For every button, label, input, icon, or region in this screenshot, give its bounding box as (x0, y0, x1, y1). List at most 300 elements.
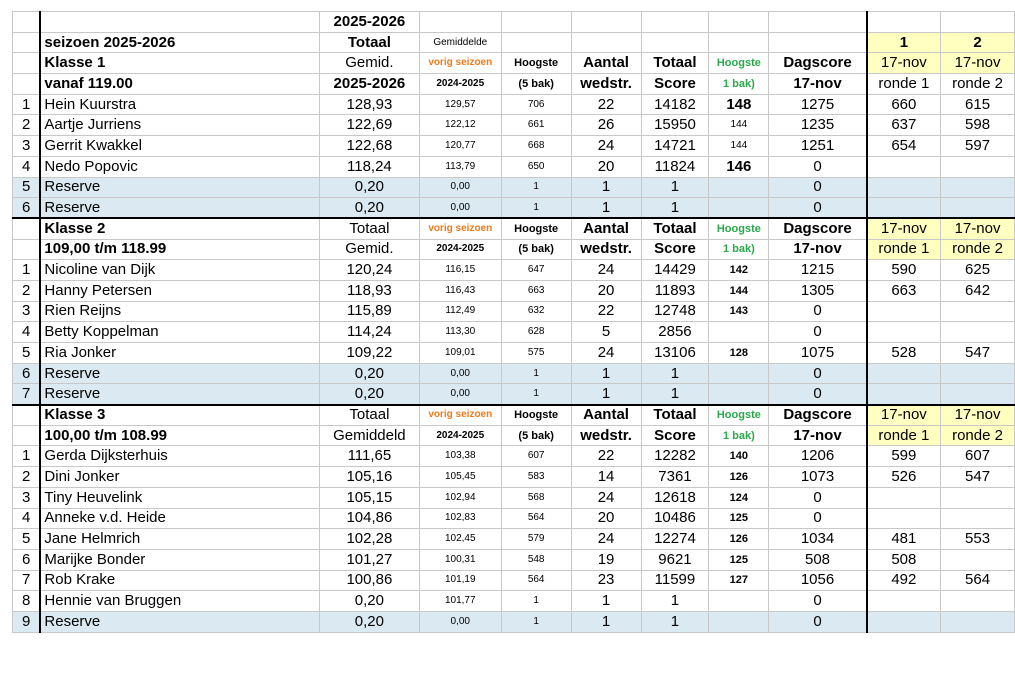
cell-col-6: Score (641, 239, 709, 260)
cell-col-1: Nedo Popovic (40, 156, 319, 177)
cell-col-0 (13, 74, 41, 95)
cell-col-8: 1275 (769, 94, 867, 115)
cell-col-3: 0,00 (419, 198, 501, 219)
cell-col-2: 0,20 (319, 384, 419, 405)
cell-col-6: 1 (641, 198, 709, 219)
cell-col-3: 116,15 (419, 260, 501, 281)
cell-col-9 (867, 198, 941, 219)
player-row (13, 508, 1015, 529)
cell-col-5 (571, 12, 641, 33)
cell-col-10 (941, 384, 1015, 405)
cell-col-5: 24 (571, 343, 641, 364)
cell-col-5: 19 (571, 549, 641, 570)
cell-col-7 (709, 177, 769, 198)
cell-col-2: 101,27 (319, 549, 419, 570)
cell-col-7: 128 (709, 343, 769, 364)
cell-col-10: 607 (941, 446, 1015, 467)
cell-col-9 (867, 12, 941, 33)
ranking-table-body (13, 12, 1015, 633)
cell-col-3: 102,45 (419, 529, 501, 550)
cell-col-2: 109,22 (319, 343, 419, 364)
cell-col-10 (941, 12, 1015, 33)
cell-col-6: 12282 (641, 446, 709, 467)
cell-col-9 (867, 301, 941, 322)
cell-col-3: 2024-2025 (419, 74, 501, 95)
cell-col-3: 100,31 (419, 549, 501, 570)
cell-col-10: 17-nov (941, 405, 1015, 426)
cell-col-3: 102,83 (419, 508, 501, 529)
cell-col-2: Gemiddeld (319, 425, 419, 446)
cell-col-5: 24 (571, 529, 641, 550)
cell-col-6: 9621 (641, 549, 709, 570)
cell-col-4: 607 (501, 446, 571, 467)
cell-col-10 (941, 363, 1015, 384)
cell-col-7: 125 (709, 508, 769, 529)
ranking-table (12, 11, 1015, 633)
cell-col-0: 7 (13, 570, 41, 591)
header-row-4 (13, 74, 1015, 95)
cell-col-9 (867, 591, 941, 612)
player-row (13, 487, 1015, 508)
cell-col-3: 101,19 (419, 570, 501, 591)
cell-col-4: 650 (501, 156, 571, 177)
cell-col-1: Reserve (40, 198, 319, 219)
cell-col-7 (709, 322, 769, 343)
cell-col-8: 1034 (769, 529, 867, 550)
cell-col-4 (501, 12, 571, 33)
cell-col-1: Tiny Heuvelink (40, 487, 319, 508)
player-row (13, 529, 1015, 550)
cell-col-7: 144 (709, 115, 769, 136)
cell-col-4: Hoogste (501, 53, 571, 74)
cell-col-8 (769, 32, 867, 53)
cell-col-5: 5 (571, 322, 641, 343)
cell-col-5: 1 (571, 177, 641, 198)
cell-col-2: Gemid. (319, 53, 419, 74)
player-row (13, 94, 1015, 115)
cell-col-10 (941, 549, 1015, 570)
cell-col-8: 0 (769, 177, 867, 198)
cell-col-2: 111,65 (319, 446, 419, 467)
cell-col-5: wedstr. (571, 239, 641, 260)
cell-col-4: 647 (501, 260, 571, 281)
cell-col-1: vanaf 119.00 (40, 74, 319, 95)
cell-col-6: 1 (641, 611, 709, 632)
cell-col-0: 3 (13, 136, 41, 157)
player-row (13, 363, 1015, 384)
cell-col-0: 6 (13, 198, 41, 219)
cell-col-9 (867, 611, 941, 632)
cell-col-4: 575 (501, 343, 571, 364)
cell-col-4: 663 (501, 280, 571, 301)
cell-col-5: 22 (571, 94, 641, 115)
cell-col-5: wedstr. (571, 425, 641, 446)
cell-col-8: Dagscore (769, 218, 867, 239)
cell-col-10: 17-nov (941, 218, 1015, 239)
player-row (13, 156, 1015, 177)
cell-col-1: 100,00 t/m 108.99 (40, 425, 319, 446)
cell-col-1: Reserve (40, 611, 319, 632)
cell-col-3: 103,38 (419, 446, 501, 467)
cell-col-9: ronde 1 (867, 74, 941, 95)
cell-col-4: 628 (501, 322, 571, 343)
cell-col-7: 144 (709, 280, 769, 301)
cell-col-9: 1 (867, 32, 941, 53)
cell-col-4: 1 (501, 384, 571, 405)
cell-col-9: ronde 1 (867, 425, 941, 446)
cell-col-3: 109,01 (419, 343, 501, 364)
cell-col-5: 1 (571, 363, 641, 384)
cell-col-7: 1 bak) (709, 239, 769, 260)
cell-col-8: 0 (769, 611, 867, 632)
cell-col-2: 2025-2026 (319, 12, 419, 33)
cell-col-2: 115,89 (319, 301, 419, 322)
cell-col-8: 0 (769, 301, 867, 322)
cell-col-10 (941, 611, 1015, 632)
cell-col-10: 564 (941, 570, 1015, 591)
cell-col-8: 0 (769, 487, 867, 508)
cell-col-6: 13106 (641, 343, 709, 364)
cell-col-10: 597 (941, 136, 1015, 157)
cell-col-2: Totaal (319, 32, 419, 53)
cell-col-4: 668 (501, 136, 571, 157)
cell-col-7: 1 bak) (709, 74, 769, 95)
cell-col-10: 625 (941, 260, 1015, 281)
cell-col-4: 564 (501, 570, 571, 591)
cell-col-8: 0 (769, 591, 867, 612)
cell-col-4: 1 (501, 611, 571, 632)
cell-col-10: 17-nov (941, 53, 1015, 74)
cell-col-7: 125 (709, 549, 769, 570)
cell-col-9: ronde 1 (867, 239, 941, 260)
cell-col-8: 1206 (769, 446, 867, 467)
cell-col-10 (941, 156, 1015, 177)
cell-col-5: 1 (571, 198, 641, 219)
cell-col-1: Hein Kuurstra (40, 94, 319, 115)
cell-col-10: ronde 2 (941, 425, 1015, 446)
cell-col-0: 8 (13, 591, 41, 612)
cell-col-3: 105,45 (419, 467, 501, 488)
cell-col-1: 109,00 t/m 118.99 (40, 239, 319, 260)
cell-col-1 (40, 12, 319, 33)
cell-col-3: 112,49 (419, 301, 501, 322)
player-row (13, 322, 1015, 343)
cell-col-2: 105,15 (319, 487, 419, 508)
cell-col-10: 553 (941, 529, 1015, 550)
cell-col-7 (709, 591, 769, 612)
cell-col-5: 24 (571, 260, 641, 281)
cell-col-2: 118,24 (319, 156, 419, 177)
cell-col-1: Gerda Dijksterhuis (40, 446, 319, 467)
cell-col-7 (709, 198, 769, 219)
player-row (13, 301, 1015, 322)
player-row (13, 115, 1015, 136)
cell-col-3: 101,77 (419, 591, 501, 612)
cell-col-3: 113,30 (419, 322, 501, 343)
cell-col-9: 637 (867, 115, 941, 136)
cell-col-8: 0 (769, 322, 867, 343)
cell-col-0 (13, 239, 41, 260)
cell-col-2: Totaal (319, 405, 419, 426)
cell-col-10: 547 (941, 467, 1015, 488)
cell-col-0: 2 (13, 467, 41, 488)
cell-col-1: Rob Krake (40, 570, 319, 591)
cell-col-5 (571, 32, 641, 53)
cell-col-10: ronde 2 (941, 239, 1015, 260)
cell-col-0: 1 (13, 446, 41, 467)
cell-col-4: Hoogste (501, 405, 571, 426)
cell-col-3: 0,00 (419, 363, 501, 384)
player-row (13, 343, 1015, 364)
cell-col-6: 14721 (641, 136, 709, 157)
player-row (13, 280, 1015, 301)
cell-col-2: 0,20 (319, 363, 419, 384)
cell-col-1: Klasse 1 (40, 53, 319, 74)
player-row (13, 136, 1015, 157)
cell-col-7: 148 (709, 94, 769, 115)
cell-col-3: 129,57 (419, 94, 501, 115)
cell-col-6: 1 (641, 384, 709, 405)
cell-col-4: 1 (501, 177, 571, 198)
cell-col-5: wedstr. (571, 74, 641, 95)
cell-col-9 (867, 487, 941, 508)
cell-col-3: vorig seizoen (419, 405, 501, 426)
cell-col-9: 17-nov (867, 53, 941, 74)
cell-col-1: Aartje Jurriens (40, 115, 319, 136)
cell-col-5: 22 (571, 301, 641, 322)
cell-col-1: seizoen 2025-2026 (40, 32, 319, 53)
player-row (13, 467, 1015, 488)
cell-col-8 (769, 12, 867, 33)
cell-col-1: Reserve (40, 384, 319, 405)
cell-col-1: Reserve (40, 363, 319, 384)
cell-col-5: 20 (571, 508, 641, 529)
cell-col-2: 0,20 (319, 591, 419, 612)
cell-col-6: 14429 (641, 260, 709, 281)
cell-col-10: 615 (941, 94, 1015, 115)
cell-col-8: 508 (769, 549, 867, 570)
cell-col-10 (941, 322, 1015, 343)
cell-col-4: 661 (501, 115, 571, 136)
cell-col-8: 1305 (769, 280, 867, 301)
cell-col-5: 26 (571, 115, 641, 136)
cell-col-2: Totaal (319, 218, 419, 239)
cell-col-9 (867, 508, 941, 529)
cell-col-2: 122,69 (319, 115, 419, 136)
cell-col-0: 6 (13, 549, 41, 570)
cell-col-6: 2856 (641, 322, 709, 343)
cell-col-8: 1251 (769, 136, 867, 157)
cell-col-0 (13, 425, 41, 446)
cell-col-6: Totaal (641, 53, 709, 74)
cell-col-1: Anneke v.d. Heide (40, 508, 319, 529)
cell-col-2: 102,28 (319, 529, 419, 550)
cell-col-3: 2024-2025 (419, 239, 501, 260)
cell-col-4: 706 (501, 94, 571, 115)
cell-col-1: Gerrit Kwakkel (40, 136, 319, 157)
cell-col-1: Rien Reijns (40, 301, 319, 322)
cell-col-8: 1215 (769, 260, 867, 281)
cell-col-1: Marijke Bonder (40, 549, 319, 570)
cell-col-3: 0,00 (419, 177, 501, 198)
cell-col-9: 508 (867, 549, 941, 570)
cell-col-2: 120,24 (319, 260, 419, 281)
cell-col-7: 126 (709, 467, 769, 488)
cell-col-6: Score (641, 425, 709, 446)
cell-col-0 (13, 32, 41, 53)
cell-col-7: Hoogste (709, 218, 769, 239)
klasse3-header-row-2 (13, 425, 1015, 446)
cell-col-9: 492 (867, 570, 941, 591)
cell-col-9: 17-nov (867, 218, 941, 239)
cell-col-5: 20 (571, 280, 641, 301)
cell-col-5: Aantal (571, 53, 641, 74)
cell-col-1: Hennie van Bruggen (40, 591, 319, 612)
cell-col-2: 100,86 (319, 570, 419, 591)
cell-col-7: 142 (709, 260, 769, 281)
cell-col-0: 9 (13, 611, 41, 632)
cell-col-9: 17-nov (867, 405, 941, 426)
cell-col-8: 0 (769, 384, 867, 405)
cell-col-5: 1 (571, 384, 641, 405)
cell-col-4: 548 (501, 549, 571, 570)
cell-col-10: ronde 2 (941, 74, 1015, 95)
cell-col-7: 127 (709, 570, 769, 591)
cell-col-8: 17-nov (769, 74, 867, 95)
cell-col-10 (941, 487, 1015, 508)
cell-col-7 (709, 611, 769, 632)
cell-col-6: 7361 (641, 467, 709, 488)
cell-col-7: 143 (709, 301, 769, 322)
cell-col-3: 113,79 (419, 156, 501, 177)
cell-col-0 (13, 218, 41, 239)
cell-col-9 (867, 363, 941, 384)
cell-col-2: 118,93 (319, 280, 419, 301)
cell-col-5: 1 (571, 611, 641, 632)
cell-col-10 (941, 177, 1015, 198)
cell-col-6: Score (641, 74, 709, 95)
cell-col-10: 598 (941, 115, 1015, 136)
cell-col-0: 7 (13, 384, 41, 405)
cell-col-6: 11599 (641, 570, 709, 591)
cell-col-3: 102,94 (419, 487, 501, 508)
cell-col-5: 24 (571, 487, 641, 508)
cell-col-0 (13, 53, 41, 74)
cell-col-3: 120,77 (419, 136, 501, 157)
cell-col-0: 2 (13, 115, 41, 136)
cell-col-2: 0,20 (319, 611, 419, 632)
cell-col-8: 1235 (769, 115, 867, 136)
cell-col-6: 11893 (641, 280, 709, 301)
cell-col-7 (709, 32, 769, 53)
player-row (13, 198, 1015, 219)
cell-col-3: vorig seizoen (419, 218, 501, 239)
cell-col-4: (5 bak) (501, 74, 571, 95)
cell-col-2: 128,93 (319, 94, 419, 115)
cell-col-4: (5 bak) (501, 239, 571, 260)
cell-col-9 (867, 177, 941, 198)
cell-col-6: 10486 (641, 508, 709, 529)
cell-col-4: 1 (501, 591, 571, 612)
cell-col-5: Aantal (571, 218, 641, 239)
cell-col-1: Betty Koppelman (40, 322, 319, 343)
cell-col-7: 144 (709, 136, 769, 157)
cell-col-2: 0,20 (319, 198, 419, 219)
cell-col-9: 599 (867, 446, 941, 467)
cell-col-6: 12748 (641, 301, 709, 322)
player-row (13, 570, 1015, 591)
cell-col-0 (13, 405, 41, 426)
cell-col-6: 14182 (641, 94, 709, 115)
cell-col-1: Jane Helmrich (40, 529, 319, 550)
cell-col-7 (709, 384, 769, 405)
cell-col-9: 526 (867, 467, 941, 488)
cell-col-0: 6 (13, 363, 41, 384)
cell-col-2: 0,20 (319, 177, 419, 198)
cell-col-4: 568 (501, 487, 571, 508)
cell-col-0: 5 (13, 177, 41, 198)
cell-col-5: 14 (571, 467, 641, 488)
cell-col-8: 0 (769, 363, 867, 384)
cell-col-7: Hoogste (709, 405, 769, 426)
cell-col-2: 105,16 (319, 467, 419, 488)
cell-col-1: Klasse 2 (40, 218, 319, 239)
cell-col-2: 114,24 (319, 322, 419, 343)
cell-col-1: Hanny Petersen (40, 280, 319, 301)
cell-col-10 (941, 591, 1015, 612)
cell-col-4: 1 (501, 198, 571, 219)
cell-col-2: 104,86 (319, 508, 419, 529)
cell-col-10 (941, 198, 1015, 219)
cell-col-6 (641, 12, 709, 33)
cell-col-4: 564 (501, 508, 571, 529)
cell-col-3: 0,00 (419, 384, 501, 405)
cell-col-6: 12618 (641, 487, 709, 508)
cell-col-8: 17-nov (769, 425, 867, 446)
cell-col-1: Dini Jonker (40, 467, 319, 488)
cell-col-7: 1 bak) (709, 425, 769, 446)
cell-col-4: Hoogste (501, 218, 571, 239)
cell-col-6: 12274 (641, 529, 709, 550)
cell-col-8: 0 (769, 508, 867, 529)
cell-col-6: 1 (641, 363, 709, 384)
cell-col-3: vorig seizoen (419, 53, 501, 74)
player-row (13, 260, 1015, 281)
cell-col-5: 1 (571, 591, 641, 612)
cell-col-6: 11824 (641, 156, 709, 177)
cell-col-10 (941, 301, 1015, 322)
cell-col-3: 122,12 (419, 115, 501, 136)
cell-col-5: 24 (571, 136, 641, 157)
cell-col-7: 140 (709, 446, 769, 467)
cell-col-0: 1 (13, 94, 41, 115)
cell-col-0: 4 (13, 322, 41, 343)
cell-col-6: 15950 (641, 115, 709, 136)
klasse2-header-row-2 (13, 239, 1015, 260)
cell-col-7 (709, 12, 769, 33)
cell-col-9: 660 (867, 94, 941, 115)
cell-col-0: 3 (13, 487, 41, 508)
cell-col-3: 0,00 (419, 611, 501, 632)
cell-col-6: 1 (641, 591, 709, 612)
cell-col-1: Nicoline van Dijk (40, 260, 319, 281)
cell-col-7: 124 (709, 487, 769, 508)
cell-col-10: 2 (941, 32, 1015, 53)
header-row-3 (13, 53, 1015, 74)
cell-col-0: 5 (13, 529, 41, 550)
cell-col-6: Totaal (641, 405, 709, 426)
cell-col-2: 2025-2026 (319, 74, 419, 95)
